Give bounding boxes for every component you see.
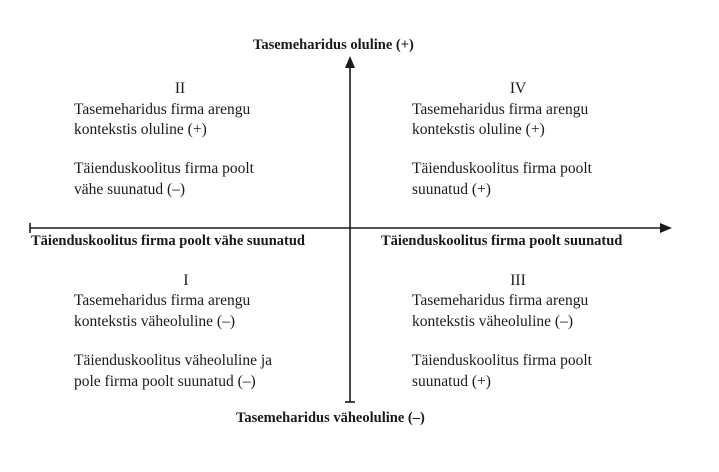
left-axis-label: Täienduskoolitus firma poolt vähe suunatud [31,233,305,249]
quadrant-ii-numeral: II [174,80,186,97]
top-axis-label: Tasemeharidus oluline (+) [253,37,414,53]
vertical-axis-arrowhead [345,56,355,68]
quadrant-iv-line1: Tasemeharidus firma arengu [412,101,589,118]
right-axis-label: Täienduskoolitus firma poolt suunatud [381,233,623,249]
quadrant-ii-line3: Täienduskoolitus firma poolt [74,160,254,177]
quadrant-i-numeral: I [183,272,189,289]
quadrant-ii-line2: kontekstis oluline (+) [74,121,207,138]
quadrant-iii-line3: Täienduskoolitus firma poolt [412,352,592,369]
quadrant-i-line4: pole firma poolt suunatud (–) [74,373,256,390]
quadrant-iii-line2: kontekstis väheoluline (–) [412,313,573,330]
quadrant-i-line3: Täienduskoolitus väheoluline ja [74,352,273,369]
horizontal-axis-arrowhead [660,223,672,233]
quadrant-iv-line2: kontekstis oluline (+) [412,121,545,138]
quadrant-ii-line4: vähe suunatud (–) [74,181,186,198]
quadrant-iv-numeral: IV [509,80,527,97]
quadrant-iv-line3: Täienduskoolitus firma poolt [412,160,592,177]
quadrant-iii-line1: Tasemeharidus firma arengu [412,292,589,309]
quadrant-iv-line4: suunatud (+) [412,181,491,198]
quadrant-iii-line4: suunatud (+) [412,373,491,390]
quadrant-ii-line1: Tasemeharidus firma arengu [74,101,251,118]
quadrant-i-line1: Tasemeharidus firma arengu [74,292,251,309]
quadrant-iii-numeral: III [510,272,526,289]
bottom-axis-label: Tasemeharidus väheoluline (–) [236,410,425,426]
quadrant-i-line2: kontekstis väheoluline (–) [74,313,235,330]
